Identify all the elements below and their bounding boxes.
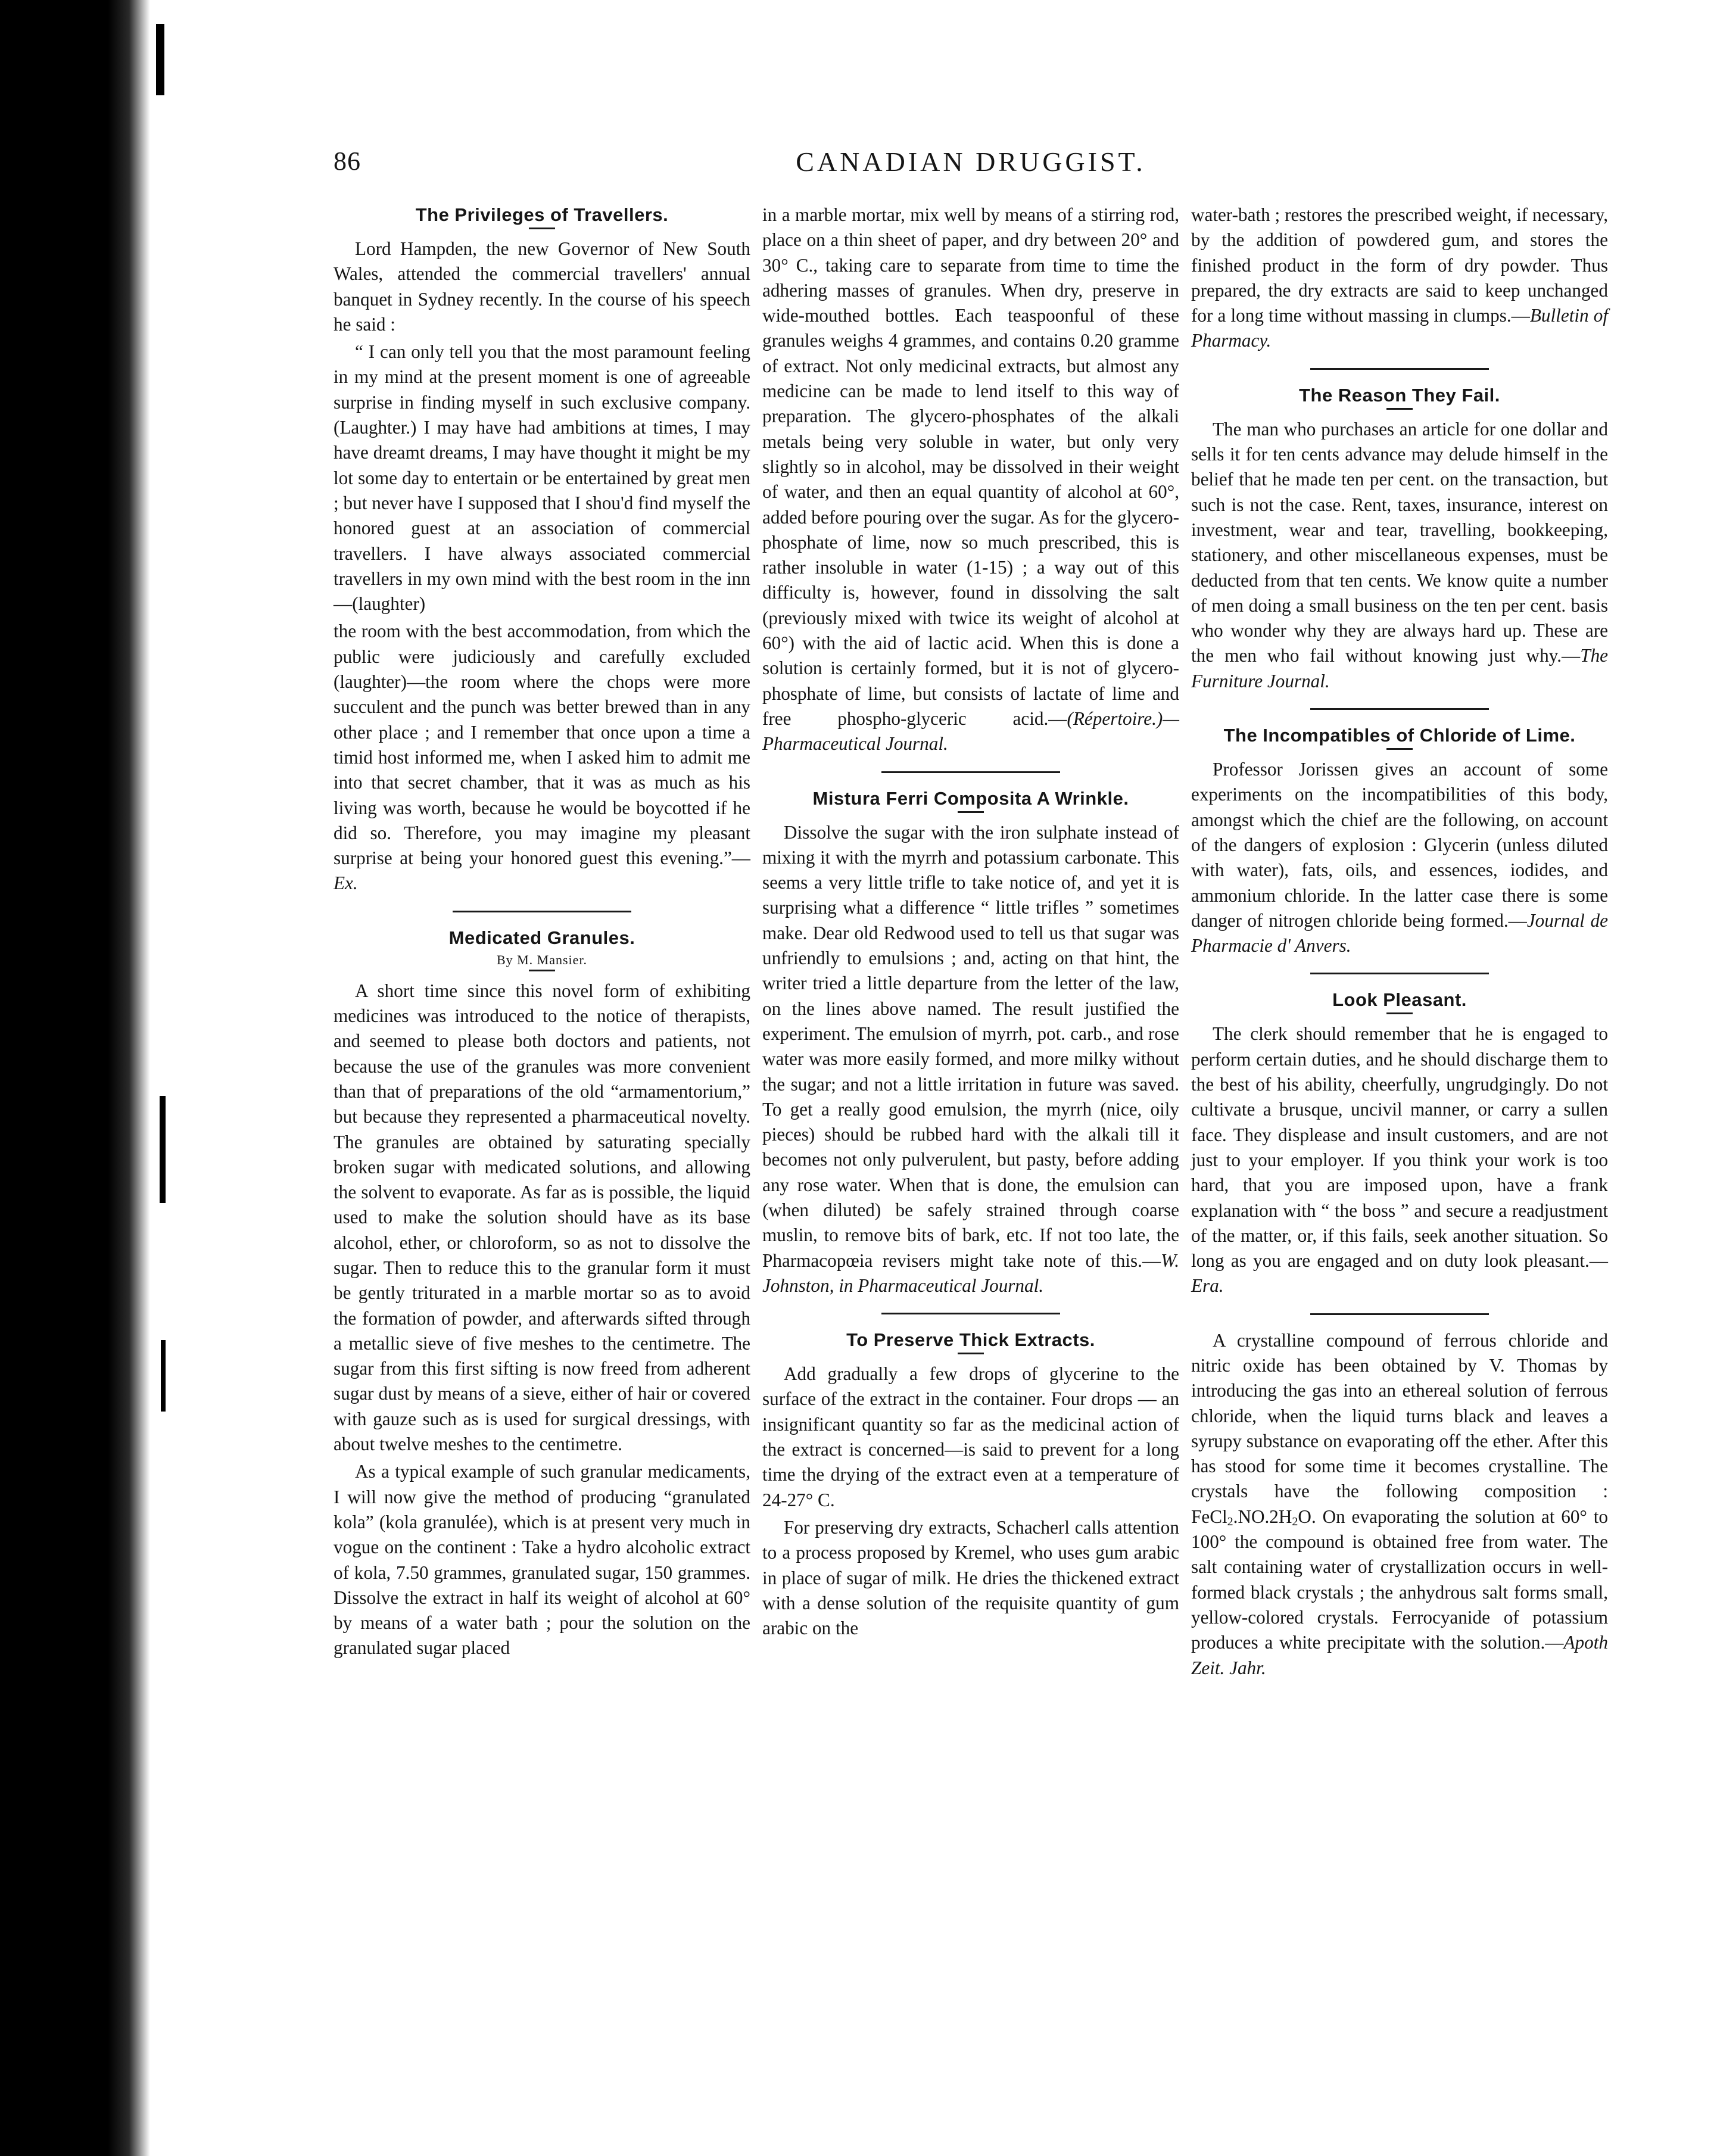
title-dash — [529, 970, 555, 971]
byline: By M. Mansier. — [496, 952, 588, 967]
title-dash — [1386, 1012, 1413, 1014]
paragraph-text: On evaporating the solution at 60° to 100° the compound is obtained free from water. The salt containing water of crystallization occurs in well-formed black crystals ; the anhydrous salt forms small, yellow-colored crystals. Ferrocyanide of potassium produces a white precipitate with the solution.— — [1191, 1506, 1608, 1653]
paragraph: A short time since this novel form of exhibiting medicines was introduced to the notice of therapists, and seemed to please both doctors and patients, not because the use of the granules was more convenient than that of preparations of the old “armamentorium,” but because they represented a pharmaceutical novelty. The granules are obtained by saturating specially broken sugar with medicated solutions, and allowing the solvent to evaporate. As far as is possible, the liquid used to make the solution should have as its base alcohol, ether, or chloroform, so as not to dissolve the sugar. Then to reduce this to the granular form it must be gently triturated in a marble mortar so as to avoid the formation of powder, and afterwards sifted through a metallic sieve of five meshes to the centimetre. The sugar from this first sifting is now freed from adherent sugar dust by means of a sieve, either of hair or covered with gauze such as is used for surgical dressings, with about twelve meshes to the centimetre. — [334, 980, 750, 1455]
section-rule — [881, 1313, 1060, 1314]
title-dash — [1386, 748, 1413, 750]
paragraph — [1191, 1021, 1608, 1298]
column-2 — [762, 202, 1179, 1641]
chemical-formula — [1191, 1506, 1316, 1527]
binding-edge-mark — [161, 1340, 166, 1412]
title-dash — [958, 1353, 984, 1354]
book-binding-shadow — [0, 0, 150, 2156]
section-rule — [1310, 708, 1489, 710]
formula-part: O. — [1298, 1506, 1316, 1527]
section-rule — [453, 911, 631, 912]
section-rule — [1310, 368, 1489, 370]
formula-part: .NO.2H — [1233, 1506, 1292, 1527]
journal-title: CANADIAN DRUGGIST. — [796, 147, 1146, 177]
article-title: Look Pleasant. — [1332, 989, 1467, 1011]
source-citation: Bulletin of Pharmacy. — [1191, 305, 1609, 351]
paragraph — [1191, 417, 1608, 694]
title-dash — [958, 811, 984, 813]
source-citation: Era. — [1191, 1275, 1224, 1297]
paragraph-text: The clerk should remember that he is engaged to perform certain duties, and he should discharge them to the best of his ability, cheerfully, ungrudgingly. Do not cultivate a brusque, uncivil manner, or carry a sullen face. They displease and insult customers, and are not just to your employer. If you think your work is too hard, that you are imposed upon, have a frank explanation with “ the boss ” and secure a readjustment of the matter, or, if this fails, seek another situation. So long as you are engaged and on duty look pleasant.— — [1191, 1023, 1608, 1272]
title-dash — [1386, 408, 1413, 410]
formula-part: FeCl — [1191, 1506, 1227, 1527]
section-rule — [881, 771, 1060, 773]
formula-subscript: 2 — [1292, 1515, 1298, 1528]
page-header — [334, 146, 1608, 188]
paragraph: “ I can only tell you that the most paramount feeling in my mind at the present moment is one of agreeable surprise in finding myself in such exclusive company. (Laughter.) I may have had ambitions at times, I may have dreamt dreams, I may have thought it might be my lot some day to entertain or be entertained by great men ; but never have I supposed that I shou'd find myself the honored guest at an association of commercial travellers. I have always associated commercial travellers in my own mind with the best room in the inn—(laughter) — [334, 341, 750, 615]
paragraph: For preserving dry extracts, Schacherl calls attention to a process proposed by Kremel, who uses gum arabic in place of sugar of milk. He dries the thickened extract with a dense solution of the requisite quantity of gum arabic on the — [762, 1516, 1179, 1639]
paragraph-text: Dissolve the sugar with the iron sulphate instead of mixing it with the myrrh and potassium carbonate. This seems a very little trifle to take notice of, and yet it is surprising what a difference “ little trifles ” sometimes make. Dear old Redwood used to tell us that sugar was unfriendly to emulsions ; and, acting on that hint, the writer tried a little departure from the letter of the law, on the lines above named. The result justified the experiment. The emulsion of myrrh, pot. carb., and rose water was more easily formed, and more milky without the sugar; and not a little irritation in future was saved. To get a really good emulsion, the myrrh (nice, oily pieces) should be rubbed hard with the alkali till it becomes not only pulverulent, but pasty, before adding any rose water. When that is done, the emulsion can (when diluted) be safely strained through coarse muslin, to remove bits of bark, etc. If not too late, the Pharmacopœia revisers might take note of this.— — [762, 821, 1179, 1271]
section-rule — [1310, 1313, 1489, 1315]
column-1 — [334, 202, 750, 1661]
paragraph — [762, 820, 1179, 1299]
paragraph-text: A crystalline compound of ferrous chloride and nitric oxide has been obtained by V. Thomas by introducing the gas into an ethereal solution of ferrous chloride, when the liquid turns black and leaves a syrupy substance on evaporating off the ether. After this has stood for some time it becomes crystalline. The crystals have the following composition : — [1191, 1329, 1608, 1502]
article-title: Mistura Ferri Composita A Wrinkle. — [812, 787, 1129, 809]
source-citation: The Furniture Journal. — [1191, 645, 1608, 691]
page — [334, 146, 1608, 2129]
column-3 — [1191, 202, 1608, 1681]
source-citation: (Répertoire.)—Pharmaceutical Journal. — [762, 708, 1179, 755]
paragraph — [1191, 757, 1608, 958]
paragraph — [1191, 1328, 1608, 1681]
paragraph-text: Professor Jorissen gives an account of some experiments on the incompatibilities of this body, amongst which the chief are the following, on account of the dangers of explosion : Glycerin (unless diluted with water), fats, oils, and essences, iodides, and ammonium chloride. In the latter case there is some danger of nitrogen chloride being formed.— — [1191, 759, 1608, 931]
paragraph — [334, 619, 750, 896]
source-citation: W. Johnston, in Pharmaceutical Journal. — [762, 1250, 1179, 1296]
paragraph-text: in a marble mortar, mix well by means of a stirring rod, place on a thin sheet of paper, and dry between 20° and 30° C., taking care to separate from time to time the adhering masses of granules. When dry, preserve in wide-mouthed bottles. Each teaspoonful of these granules weighs 4 grammes, and contains 0.20 gramme of extract. Not only medicinal extracts, but almost any medicine can be made to lend itself to this way of preparation. The glycero-phosphates of the alkali metals being very soluble in water, but only very slightly so in alcohol, may be dissolved in their weight of water, and then an equal quantity of alcohol at 60°, added before pouring over the sugar. As for the glycero-phosphate of lime, now so much prescribed, this is rather insoluble in water (1-15) ; a way out of this difficulty is, however, found in dissolving the salt (previously mixed with twice its weight of alcohol at 60°) with the aid of lactic acid. When this is done a solution is certainly formed, but it is not of glycero-phosphate of lime, but consists of lactate of lime and free phospho-glyceric acid.— — [762, 204, 1179, 729]
paragraph — [1191, 202, 1608, 354]
page-number: 86 — [334, 147, 361, 176]
paragraph — [762, 202, 1179, 757]
binding-edge-mark — [156, 24, 164, 95]
paragraph-text: The man who purchases an article for one dollar and sells it for ten cents advance may delude himself in the belief that he made ten per cent. on the transaction, but such is not the case. Rent, taxes, insurance, interest on investment, wear and tear, travelling, bookkeeping, stationery, and other miscellaneous expenses, must be deducted from that ten cents. We know quite a number of men doing a small business on the ten per cent. basis who wonder why they are always hard up. These are the men who fail without knowing just why.— — [1191, 418, 1608, 666]
paragraph-text: the room with the best accommodation, from which the public were judiciously and carefully excluded (laughter)—the room where the chops were more succulent and the punch was better brewed than in any other place ; and I remember that once upon a time a timid host informed me, when I asked him to admit me into that secret chamber, that it was as much as his living was worth, because he would be boycotted if he did so. Therefore, you may imagine my pleasant surprise at being your honored guest this evening.”— — [334, 621, 750, 869]
source-citation: Apoth Zeit. Jahr. — [1191, 1632, 1608, 1678]
paragraph: As a typical example of such granular medicaments, I will now give the method of producing “granulated kola” (kola granulée), which is at present very much in vogue on the continent : Take a hydro alcoholic extract of kola, 7.50 grammes, granulated sugar, 150 grammes. Dissolve the extract in half its weight of alcohol at 60° by means of a water bath ; pour the solution on the granulated sugar placed — [334, 1461, 750, 1659]
article-title: The Reason They Fail. — [1299, 384, 1500, 406]
paragraph: Add gradually a few drops of glycerine to the surface of the extract in the container. Four drops — an insignificant quantity so far as the medicinal action of the extract is concerned—is said to prevent for a long time the drying of the extract even at a temperature of 24-27° C. — [762, 1363, 1179, 1510]
article-title: The Privileges of Travellers. — [415, 204, 669, 225]
paragraph-text: water-bath ; restores the prescribed weight, if necessary, by the addition of powdered gum, and stores the finished product in the form of dry powder. Thus prepared, the dry extracts are said to keep unchanged for a long time without massing in clumps.— — [1191, 204, 1608, 326]
source-citation: Journal de Pharmacie d' Anvers. — [1191, 909, 1608, 957]
binding-edge-mark — [160, 1096, 166, 1203]
article-title: To Preserve Thick Extracts. — [846, 1329, 1095, 1351]
article-title: The Incompatibles of Chloride of Lime. — [1223, 725, 1576, 746]
title-dash — [529, 228, 555, 229]
formula-subscript: 2 — [1227, 1515, 1233, 1528]
paragraph: Lord Hampden, the new Governor of New South Wales, attended the commercial travellers' annual banquet in Sydney recently. In the course of his speech he said : — [334, 238, 750, 335]
article-title: Medicated Granules. — [448, 927, 635, 948]
section-rule — [1310, 973, 1489, 974]
source-citation: Ex. — [334, 873, 358, 894]
